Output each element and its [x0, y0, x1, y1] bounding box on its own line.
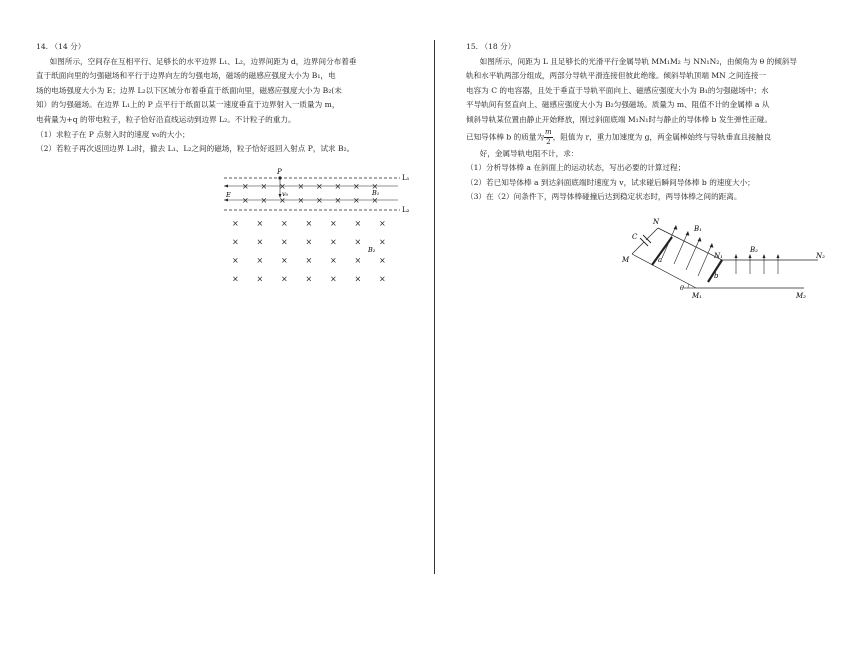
- field-cross-icon: ×: [379, 256, 386, 265]
- field-cross-icon: ×: [281, 219, 288, 228]
- field-cross-icon: ×: [279, 196, 286, 205]
- field-cross-icon: ×: [354, 256, 362, 265]
- label-B2: B₂: [368, 246, 376, 254]
- field-cross-icon: ×: [281, 237, 288, 247]
- label-M2: M₂: [796, 292, 806, 300]
- q15-text-line: 平导轨间有竖直向上、磁感应强度大小为 B₂匀强磁场。质量为 m、阻值不计的金属棒 a 从: [466, 100, 770, 110]
- field-cross-icon: ×: [279, 182, 286, 191]
- field-cross-icon: ×: [353, 182, 360, 191]
- label-E: E: [226, 191, 231, 199]
- b2-field-arrows: [735, 254, 780, 274]
- b1-field-crosses: [242, 182, 378, 205]
- field-cross-icon: ×: [281, 256, 288, 265]
- field-cross-icon: ×: [354, 274, 362, 284]
- field-cross-icon: ×: [330, 237, 337, 247]
- q15-text-line: 电容为 C 的电容器，且处于垂直于导轨平面向上、磁感应强度大小为 B₁的匀强磁场中；水: [466, 85, 769, 95]
- field-cross-icon: ×: [371, 182, 379, 191]
- b1-field-arrows: [662, 225, 713, 276]
- field-cross-icon: ×: [354, 219, 362, 228]
- field-cross-icon: ×: [256, 256, 264, 265]
- label-C: C: [632, 233, 638, 241]
- q14-text-line: 电荷量为+q 的带电粒子，粒子恰好沿直线运动到边界 L₂。不计粒子的重力。: [36, 114, 296, 124]
- label-N: N: [653, 218, 660, 226]
- q14-header: 14. （14 分）: [36, 42, 86, 51]
- q15-text-line: 如图所示，间距为 L 且足够长的光滑平行金属导轨 MM₁M₂ 与 NN₁N₂，由倾角为 θ 的倾斜导: [479, 56, 798, 66]
- q14-text-line: 直于纸面向里的匀强磁场和平行于边界向左的匀强电场，磁场的磁感应强度大小为 B₁，电: [36, 71, 336, 81]
- field-cross-icon: ×: [256, 274, 264, 284]
- label-M: M: [622, 256, 630, 264]
- field-cross-icon: ×: [232, 256, 239, 265]
- field-cross-icon: ×: [305, 256, 313, 265]
- label-theta: θ: [680, 284, 684, 292]
- label-B1: B₁: [372, 189, 380, 197]
- column-divider: [434, 40, 435, 574]
- label-N1: N₁: [714, 252, 723, 260]
- q15-figure: [618, 212, 838, 306]
- field-cross-icon: ×: [232, 274, 239, 284]
- field-cross-icon: ×: [330, 256, 337, 265]
- field-cross-icon: ×: [260, 182, 268, 191]
- field-cross-icon: ×: [316, 182, 323, 191]
- field-cross-icon: ×: [305, 237, 313, 247]
- label-v0: v₀: [282, 190, 289, 198]
- field-cross-icon: ×: [256, 237, 264, 247]
- question-14: [36, 40, 414, 157]
- q15-header: 15. （18 分）: [466, 42, 516, 51]
- q15-text-line: 轨和水平轨两部分组成，两部分导轨平滑连接但彼此绝缘。倾斜导轨顶端 MN 之间连接一: [466, 71, 767, 81]
- label-N2: N₂: [816, 252, 825, 260]
- e-field-arrow-icon: [224, 185, 228, 188]
- field-cross-icon: ×: [316, 196, 323, 205]
- field-cross-icon: ×: [305, 219, 313, 228]
- field-cross-icon: ×: [379, 274, 386, 284]
- label-a: a: [658, 256, 663, 264]
- rail-M-M1: [632, 254, 696, 288]
- field-cross-icon: ×: [232, 219, 239, 228]
- field-cross-icon: ×: [232, 237, 239, 247]
- q15-mass-line: 已知导体棒 b 的质量为 $\frac{m}{2}$ ，阻值为 r，重力加速度为 g，两金属棒始终与导轨垂直且接触良: [466, 127, 772, 146]
- field-cross-icon: ×: [297, 196, 305, 205]
- q15-text-line: 倾斜导轨某位置由静止开始释放，刚过斜面底端 M₁N₁时与静止的导体棒 b 发生弹性正碰。: [466, 114, 772, 124]
- field-cross-icon: ×: [334, 196, 342, 205]
- q14-text-line: 知）的匀强磁场。在边界 L₁上的 P 点平行于纸面以某一速度垂直于边界射入一质量为 m，: [36, 100, 340, 110]
- q14-subquestion-1: （1）求粒子在 P 点射入时的速度 v₀的大小；: [36, 129, 190, 139]
- field-cross-icon: ×: [330, 219, 337, 228]
- label-b: b: [714, 272, 719, 280]
- field-cross-icon: ×: [242, 196, 249, 205]
- field-cross-icon: ×: [330, 274, 337, 284]
- label-B2: B₂: [750, 246, 758, 254]
- b2-field-crosses: [232, 219, 386, 284]
- q15-subquestion-1: （1）分析导体棒 a 在斜面上的运动状态，写出必要的计算过程；: [466, 163, 686, 173]
- label-L1: L₁: [402, 174, 410, 182]
- field-cross-icon: ×: [354, 237, 362, 247]
- field-cross-icon: ×: [371, 196, 379, 205]
- label-L2: L₂: [402, 206, 410, 214]
- mass-fraction: $\frac{m}{2}$: [545, 127, 552, 146]
- field-cross-icon: ×: [256, 219, 264, 228]
- field-cross-icon: ×: [379, 219, 386, 228]
- q14-subquestion-2: （2）若粒子再次返回边界 L₂时，撤去 L₁、L₂之间的磁场，粒子恰好返回入射点 P，试求 B₂。: [36, 144, 355, 154]
- field-cross-icon: ×: [260, 196, 268, 205]
- field-cross-icon: ×: [297, 182, 305, 191]
- field-cross-icon: ×: [353, 196, 360, 205]
- field-cross-icon: ×: [334, 182, 342, 191]
- q14-figure: [218, 164, 418, 286]
- q15-subquestion-3: （3）在（2）问条件下，两导体棒碰撞后达到稳定状态时，两导体棒之间的距离。: [466, 192, 742, 202]
- q15-subquestion-2: （2）若已知导体棒 a 到达斜面底端时速度为 v，试求碰后瞬间导体棒 b 的速度大小；: [466, 177, 755, 187]
- field-cross-icon: ×: [305, 274, 313, 284]
- label-B1: B₁: [694, 225, 702, 233]
- label-M1: M₁: [692, 292, 702, 300]
- q14-text-line: 场的电场强度大小为 E；边界 L₂以下区域分布着垂直于纸面向里，磁感应强度大小为 B₂(未: [36, 85, 342, 95]
- q15-text-line: 好，金属导轨电阻不计，求：: [479, 148, 579, 158]
- label-P: P: [277, 168, 282, 176]
- field-cross-icon: ×: [242, 182, 249, 191]
- question-15: [466, 40, 844, 205]
- q14-text-line: 如图所示，空间存在互相平行、足够长的水平边界 L₁、L₂，边界间距为 d，边界间分布着垂: [49, 56, 357, 66]
- field-cross-icon: ×: [379, 237, 386, 247]
- field-cross-icon: ×: [281, 274, 288, 284]
